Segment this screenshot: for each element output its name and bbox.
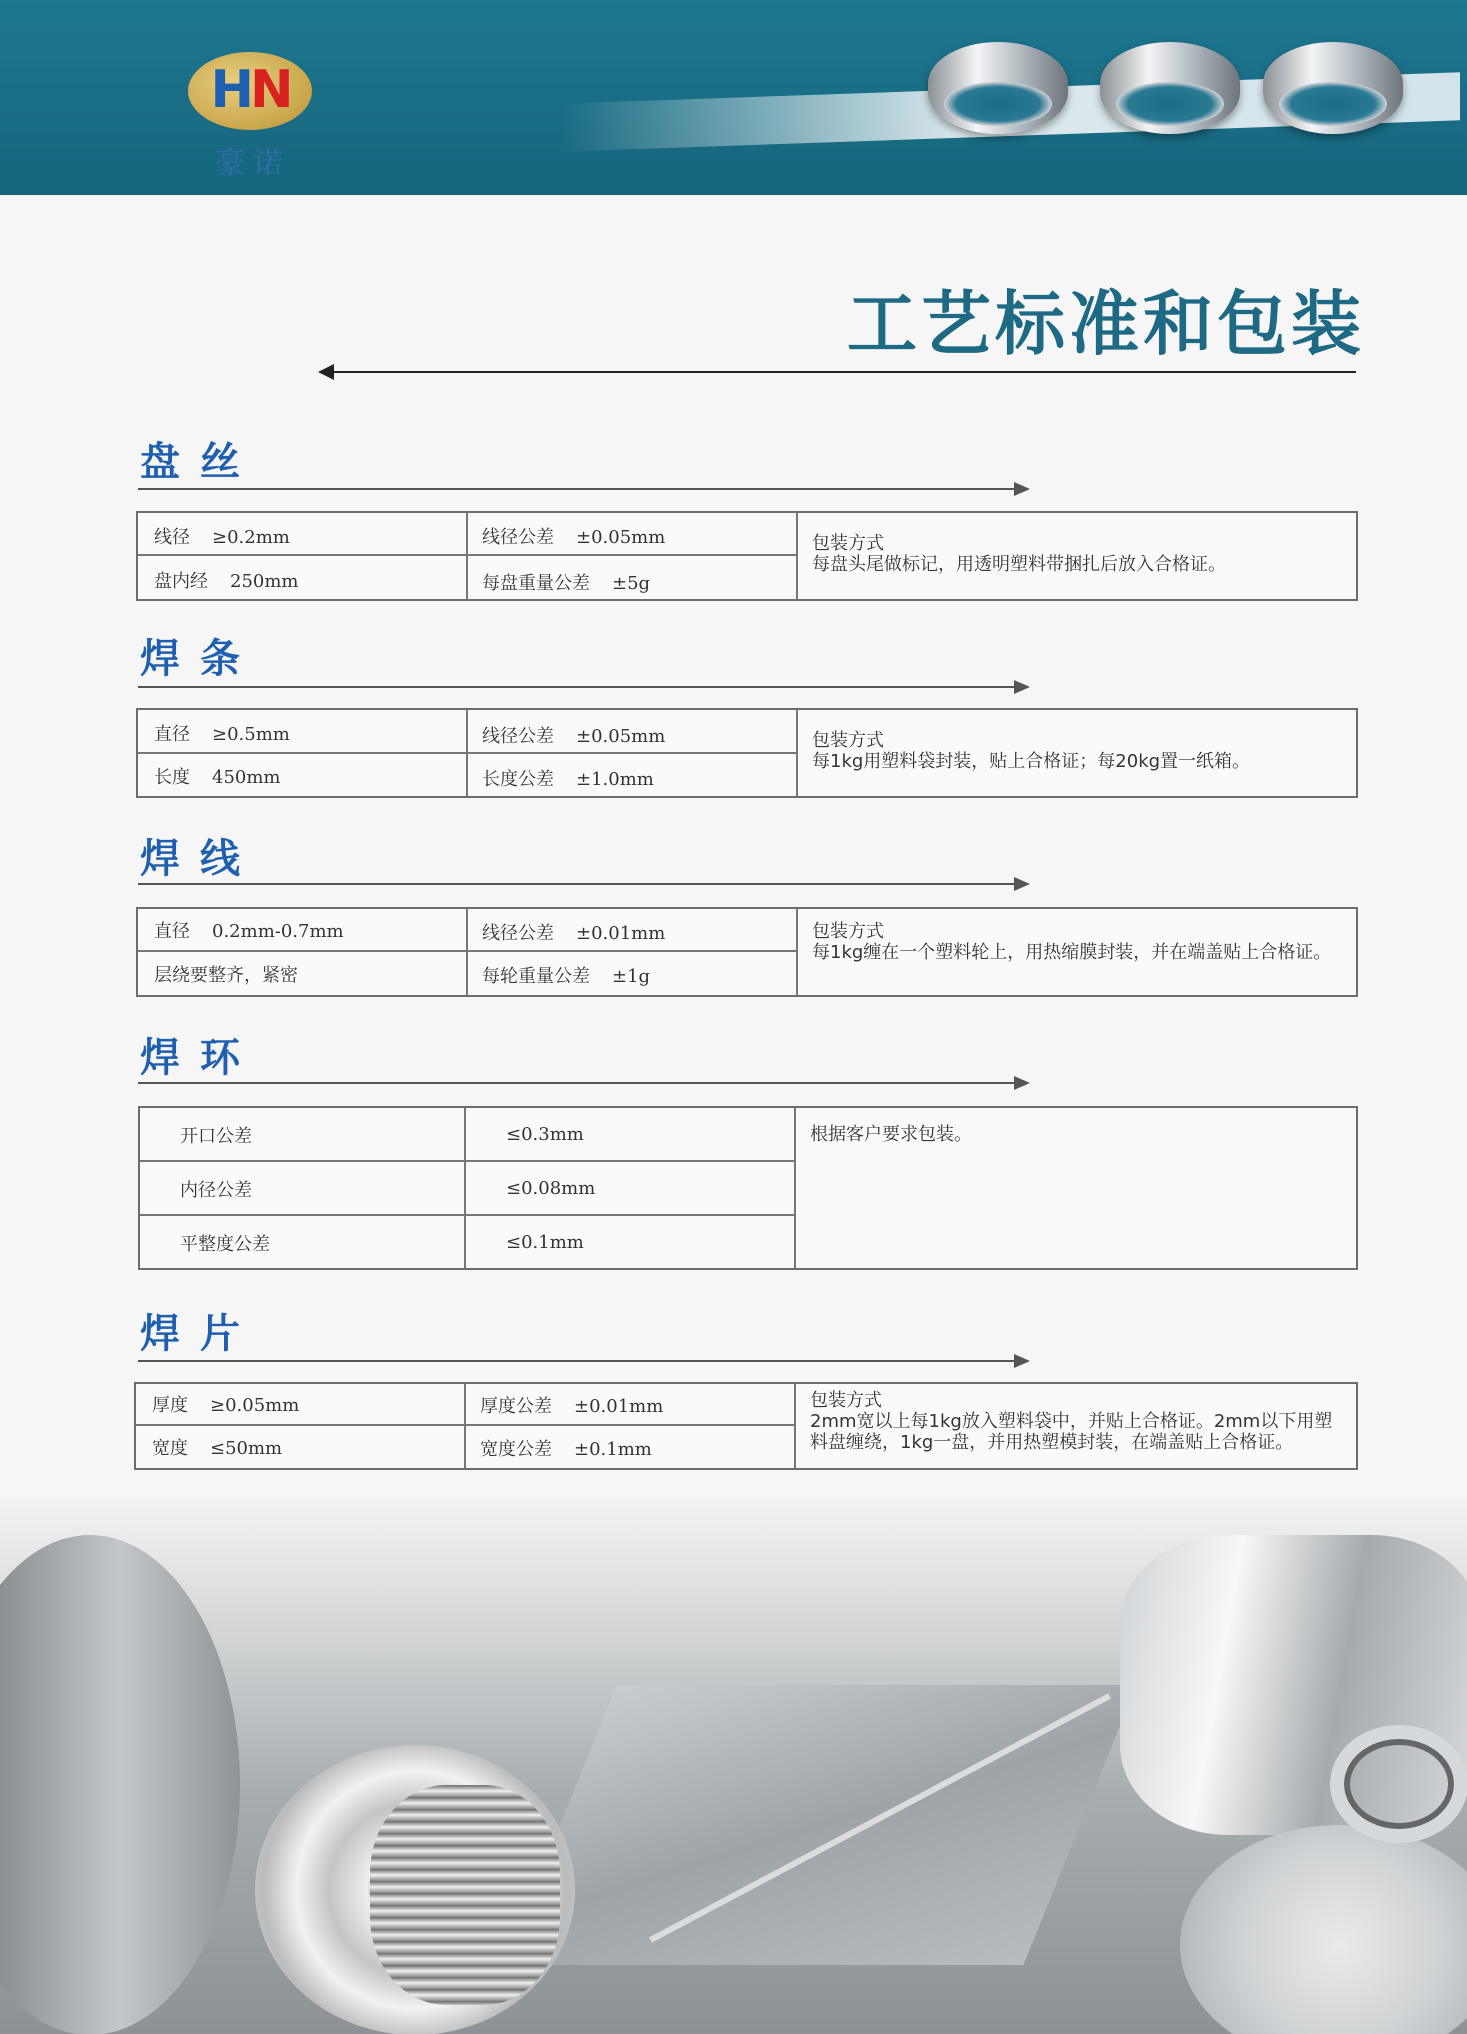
labeled-spool-image	[1180, 1825, 1467, 2034]
spec-cell: 长度 450mm	[154, 767, 281, 788]
spec-cell: 每盘重量公差 ±5g	[482, 573, 651, 594]
spec-cell: 宽度公差 ±0.1mm	[480, 1439, 652, 1460]
spec-value: ≤0.1mm	[506, 1232, 584, 1253]
product-photo-collage	[0, 1495, 1467, 2034]
section-arrow	[138, 883, 1016, 885]
packaging-note: 包装方式 每盘头尾做标记，用透明塑料带捆扎后放入合格证。	[812, 533, 1226, 575]
spec-table-welding-rod	[136, 708, 1358, 798]
page-title: 工艺标准和包装	[847, 283, 1365, 365]
metal-sheet-image	[503, 1685, 1136, 1965]
spec-table-welding-ring	[138, 1106, 1358, 1270]
welding-ring-image	[1330, 1725, 1467, 1843]
spec-cell: 直径 ≥0.5mm	[154, 724, 290, 745]
section-arrow	[138, 1360, 1016, 1362]
wire-coil-image	[370, 1785, 560, 2005]
section-arrow	[138, 488, 1016, 490]
metal-coil-image	[1100, 42, 1240, 134]
spec-cell: 直径 0.2mm-0.7mm	[154, 921, 344, 942]
packaging-note: 包装方式 每1kg缠在一个塑料轮上，用热缩膜封装，并在端盖贴上合格证。	[812, 921, 1332, 963]
section-arrow	[138, 1082, 1016, 1084]
spec-cell: 层绕要整齐，紧密	[154, 965, 298, 986]
spec-value: ≤0.08mm	[506, 1178, 596, 1199]
spec-cell: 长度公差 ±1.0mm	[482, 769, 654, 790]
spec-cell: 线径 ≥0.2mm	[154, 527, 290, 548]
section-title-welding-rod: 焊条	[140, 636, 260, 682]
section-arrow	[138, 686, 1016, 688]
spec-cell: 盘内经 250mm	[154, 571, 299, 592]
spec-table-coil-wire	[136, 511, 1358, 601]
title-arrow-left	[320, 371, 1356, 373]
spec-table-welding-sheet	[134, 1382, 1358, 1470]
spec-cell: 厚度公差 ±0.01mm	[480, 1396, 664, 1417]
brand-name: 豪诺	[215, 146, 291, 181]
spec-cell: 线径公差 ±0.01mm	[482, 923, 666, 944]
header-banner	[0, 0, 1467, 195]
section-title-welding-wire: 焊线	[140, 836, 260, 882]
metal-coil-image	[928, 42, 1068, 134]
packaging-note: 包装方式 2mm宽以上每1kg放入塑料袋中，并贴上合格证。2mm以下用塑料盘缠绕，1kg一盘，并用热塑模封装，在端盖贴上合格证。	[810, 1390, 1333, 1453]
spec-cell: 宽度 ≤50mm	[152, 1438, 283, 1459]
section-title-coil-wire: 盘丝	[140, 439, 260, 485]
packaging-note: 包装方式 每1kg用塑料袋封装，贴上合格证；每20kg置一纸箱。	[812, 730, 1251, 772]
section-title-welding-ring: 焊环	[140, 1035, 260, 1081]
spec-table-welding-wire	[136, 907, 1358, 997]
spec-label: 平整度公差	[180, 1234, 270, 1255]
spec-cell: 线径公差 ±0.05mm	[482, 726, 666, 747]
spec-value: ≤0.3mm	[506, 1124, 584, 1145]
spec-label: 内径公差	[180, 1180, 252, 1201]
spec-cell: 厚度 ≥0.05mm	[152, 1395, 300, 1416]
packaging-note: 根据客户要求包装。	[810, 1124, 972, 1145]
metal-coil-image	[1263, 42, 1403, 134]
brand-logo-letters: HN	[210, 60, 290, 120]
spool-image	[0, 1535, 240, 2034]
spec-cell: 每轮重量公差 ±1g	[482, 966, 651, 987]
spec-label: 开口公差	[180, 1126, 252, 1147]
section-title-welding-sheet: 焊片	[140, 1311, 260, 1357]
spec-cell: 线径公差 ±0.05mm	[482, 527, 666, 548]
